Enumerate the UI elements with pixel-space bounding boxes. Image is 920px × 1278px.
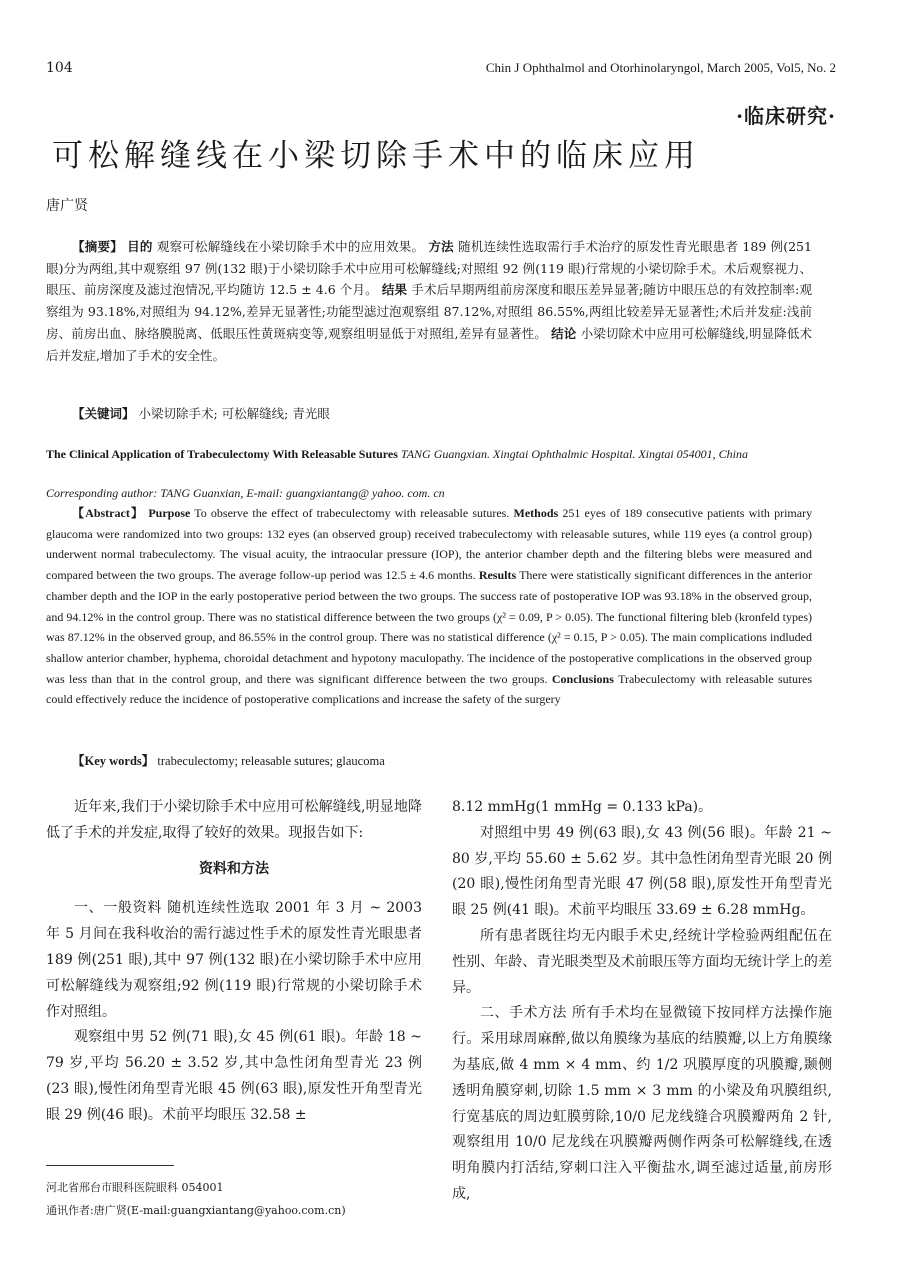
en-purpose-label: Purpose: [148, 506, 191, 520]
en-methods-text: 251 eyes of 189 consecutive patients with primary glaucoma were randomized into two groups: 132 eyes (an observed group) received trabeculectomy with releasable sutures, while 119 eyes (a control group) underwent normal trabeculectomy. The visual acuity, the intraocular pressure (IOP), the anterior chamber depth and the filtering blebs were measured and compared between the two groups. The average follow-up period was 12.5 ± 4.6 months.: [46, 506, 813, 583]
english-keywords: [72, 751, 385, 769]
body-paragraph: 所有患者既往均无内眼手术史,经统计学检验两组配伍在性别、年龄、青光眼类型及术前眼压等方面均无统计学上的差异。: [452, 927, 832, 996]
body-left-column: [46, 795, 422, 1129]
english-corresponding: Corresponding author: TANG Guanxian, E-mail: guangxiantang@ yahoo. com. cn: [46, 486, 445, 500]
english-affiliation: TANG Guangxian. Xingtai Ophthalmic Hospital. Xingtai 054001, China: [400, 447, 749, 461]
purpose-text: 观察可松解缝线在小梁切除手术中的应用效果。: [156, 239, 425, 254]
purpose-label: 目的: [127, 239, 153, 254]
footnote-divider: [46, 1165, 174, 1166]
intro-paragraph: 近年来,我们于小梁切除手术中应用可松解缝线,明显地降低了手术的并发症,取得了较好的效果。现报告如下:: [46, 799, 422, 841]
section-label: ·临床研究·: [736, 104, 836, 128]
journal-citation: Chin J Ophthalmol and Otorhinolaryngol, March 2005, Vol5, No. 2: [485, 60, 836, 75]
body-paragraph: 8.12 mmHg(1 mmHg = 0.133 kPa)。: [452, 799, 713, 815]
page-number: 104: [46, 60, 73, 76]
en-keywords-text: trabeculectomy; releasable sutures; glaucoma: [157, 754, 385, 768]
footnote-affiliation: 河北省邢台市眼科医院眼科 054001: [46, 1181, 224, 1194]
english-abstract: [46, 503, 812, 710]
en-abstract-label: 【Abstract】: [72, 506, 145, 520]
body-paragraph: 对照组中男 49 例(63 眼),女 43 例(56 眼)。年龄 21 ~ 80 岁,平均 55.60 ± 5.62 岁。其中急性闭角型青光眼 20 例(20 眼),慢性闭角型青光眼 47 例(58 眼),原发性开角型青光眼 25 例(41 眼)。术前平均眼压 33.69 ± 6.28 mmHg。: [452, 824, 832, 919]
chinese-abstract: [46, 236, 812, 366]
footnote-corresponding: 通讯作者:唐广贤(E-mail:guangxiantang@yahoo.com.cn): [46, 1204, 346, 1217]
article-title: 可松解缝线在小梁切除手术中的临床应用: [52, 138, 700, 174]
section-heading: 资料和方法: [199, 860, 269, 877]
en-results-label: Results: [478, 568, 517, 583]
methods-label: 方法: [428, 239, 454, 254]
en-purpose-text: To observe the effect of trabeculectomy with releasable sutures.: [194, 506, 510, 520]
keywords-text: 小梁切除手术; 可松解缝线; 青光眼: [138, 406, 330, 421]
conclusion-label: 结论: [551, 325, 577, 341]
body-paragraph: 二、手术方法 所有手术均在显微镜下按同样方法操作施行。采用球周麻醉,做以角膜缘为基底的结膜瓣,以上方角膜缘为基底,做 4 mm × 4 mm、约 1/2 巩膜厚度的巩膜瓣,颞侧透明角膜穿刺,切除 1.5 mm × 3 mm 的小梁及角巩膜组织,行宽基底的周边虹膜剪除,10/0 尼龙线缝合巩膜瓣两角 2 针,观察组用 10/0 尼龙线在巩膜瓣两侧作两条可松解缝线,在透明角膜内打活结,穿刺口注入平衡盐水,调至滤过适量,前房形成,: [452, 1005, 832, 1202]
en-keywords-label: 【Key words】: [72, 754, 155, 768]
author-name: 唐广贤: [46, 198, 88, 214]
results-text: 手术后早期两组前房深度和眼压差异显著;随访中眼压总的有效控制率:观察组为 93.18%,对照组为 94.12%,差异无显著性;功能型滤过泡观察组 87.12%,对照组 86.55%,两组比较差异无显著性;术后并发症:浅前房、前房出血、脉络膜脱离、低眼压性黄斑病变等,观察组明显低于对照组,差异有显著性。: [46, 282, 812, 341]
english-title: The Clinical Application of Trabeculectomy With Releasable Sutures: [46, 447, 398, 461]
chinese-keywords: [72, 404, 330, 422]
results-label: 结果: [381, 282, 408, 298]
keywords-label: 【关键词】: [72, 406, 135, 421]
en-conclusions-label: Conclusions: [551, 671, 614, 686]
methods-text: 随机连续性选取需行手术治疗的原发性青光眼患者 189 例(251 眼)分为两组,其中观察组 97 例(132 眼)于小梁切除手术中应用可松解缝线;对照组 92 例(119 眼)行常规的小梁切除手术。术后观察视力、眼压、前房深度及滤过泡情况,平均随访 12.5 ± 4.6 个月。: [46, 239, 812, 298]
body-right-column: [452, 795, 832, 1208]
english-title-block: [46, 444, 812, 465]
en-results-text: There were statistically significant differences in the anterior chamber depth and the IOP in the early postoperative period between the two groups. The success rate of postoperative IOP was 93.18% in the observed group, and 94.12% in the control group. There was no statistical difference between the two groups (χ² = 0.09, P > 0.05). The functional filtering bleb (kronfeld types) was 87.12% in the observed group, and 86.55% in the control group. There was no statistical difference (χ² = 0.15, P > 0.05). The main complications indluded shallow anterior chamber, hyphema, choroidal detachment and hypotony maculopathy. The incidence of the postoperative complications in the observed group was less than that in the control group, and there was significant difference between the two groups.: [46, 568, 813, 686]
body-paragraph: 观察组中男 52 例(71 眼),女 45 例(61 眼)。年龄 18 ~ 79 岁,平均 56.20 ± 3.52 岁,其中急性闭角型青光 23 例(23 眼),慢性闭角型青光眼 45 例(63 眼),原发性开角型青光眼 29 例(46 眼)。术前平均眼压 32.58 ±: [46, 1029, 422, 1123]
en-methods-label: Methods: [513, 506, 559, 520]
abstract-label: 【摘要】: [72, 239, 123, 254]
conclusion-text: 小梁切除术中应用可松解缝线,明显降低术后并发症,增加了手术的安全性。: [46, 325, 812, 363]
en-conclusions-text: Trabeculectomy with releasable sutures could effectively reduce the incidence of postoperative complications and increase the safety of the surgery: [46, 671, 812, 707]
body-paragraph: 一、一般资料 随机连续性选取 2001 年 3 月 ~ 2003 年 5 月间在我科收治的需行滤过性手术的原发性青光眼患者 189 例(251 眼),其中 97 例(132 眼)在小梁切除手术中应用可松解缝线为观察组;92 例(119 眼)行常规的小梁切除手术作对照组。: [46, 900, 422, 1020]
